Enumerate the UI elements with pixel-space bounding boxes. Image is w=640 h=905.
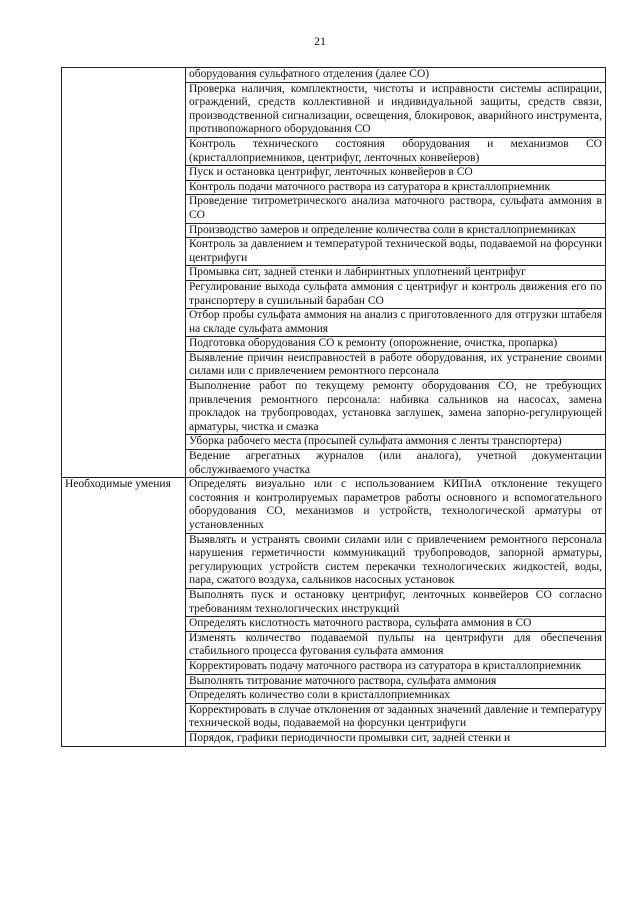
list-item: Пуск и остановка центрифуг, ленточных конвейеров в СО [186,166,606,181]
list-item: Регулирование выхода сульфата аммония с центрифуг и контроль движения его по транспортеру в сушильный барабан СО [186,280,606,308]
section-label: Необходимые умения [62,478,186,747]
list-item: Определять визуально или с использованием КИПиА отклонение текущего состояния и контролируемых параметров работы основного и вспомогательного оборудования СО, механизмов и устройств, технологической арматуры от установленных [186,478,606,533]
list-item: Корректировать подачу маточного раствора из сатуратора в кристаллоприемник [186,659,606,674]
competency-table-body [62,68,606,747]
list-item: Отбор пробы сульфата аммония на анализ с приготовленного для отгрузки штабеля на складе сульфата аммония [186,309,606,337]
list-item: Выявлять и устранять своими силами или с привлечением ремонтного персонала нарушения герметичности коммуникаций трубопроводов, запорной арматуры, регулирующих устройств систем перекачки технологических жидкостей, воды, пара, сжатого воздуха, сальников насосных установок [186,533,606,588]
list-item: Проверка наличия, комплектности, чистоты и исправности системы аспирации, ограждений, средств коллективной и индивидуальной защиты, средств связи, производственной сигнализации, освещения, блокировок, аварийного инструмента, противопожарного оборудования СО [186,82,606,137]
list-item: Производство замеров и определение количества соли в кристаллоприемниках [186,223,606,238]
list-item: Выявление причин неисправностей в работе оборудования, их устранение своими силами или с привлечением ремонтного персонала [186,351,606,379]
table-row [62,68,606,83]
list-item: Изменять количество подаваемой пульпы на центрифуги для обеспечения стабильного процесса фугования сульфата аммония [186,631,606,659]
list-item: Выполнять титрование маточного раствора, сульфата аммония [186,674,606,689]
section-label [62,68,186,478]
list-item: Корректировать в случае отклонения от заданных значений давление и температуру технической воды, подаваемой на форсунки центрифуги [186,703,606,731]
list-item: Определять количество соли в кристаллоприемниках [186,689,606,704]
table-row [62,478,606,533]
list-item: оборудования сульфатного отделения (далее СО) [186,68,606,83]
page-number: 21 [314,34,326,48]
list-item: Контроль за давлением и температурой технической воды, подаваемой на форсунки центрифуги [186,238,606,266]
list-item: Выполнять пуск и остановку центрифуг, ленточных конвейеров СО согласно требованиям технологических инструкций [186,588,606,616]
list-item: Проведение титрометрического анализа маточного раствора, сульфата аммония в СО [186,195,606,223]
list-item: Контроль подачи маточного раствора из сатуратора в кристаллоприемник [186,180,606,195]
list-item: Уборка рабочего места (просыпей сульфата аммония с ленты транспортера) [186,435,606,450]
list-item: Контроль технического состояния оборудования и механизмов СО (кристаллоприемников, центрифуг, ленточных конвейеров) [186,137,606,165]
list-item: Подготовка оборудования СО к ремонту (опорожнение, очистка, пропарка) [186,337,606,352]
list-item: Определять кислотность маточного раствора, сульфата аммония в СО [186,617,606,632]
list-item: Ведение агрегатных журналов (или аналога), учетной документации обслуживаемого участка [186,450,606,478]
list-item: Выполнение работ по текущему ремонту оборудования СО, не требующих привлечения ремонтного персонала: набивка сальников на насосах, замена прокладок на трубопроводах, установка заглушек, замена запорно-регулирующей арматуры, чистка и смазка [186,380,606,435]
list-item: Промывка сит, задней стенки и лабиринтных уплотнений центрифуг [186,266,606,281]
list-item: Порядок, графики периодичности промывки сит, задней стенки и [186,731,606,746]
competency-table [61,67,606,747]
